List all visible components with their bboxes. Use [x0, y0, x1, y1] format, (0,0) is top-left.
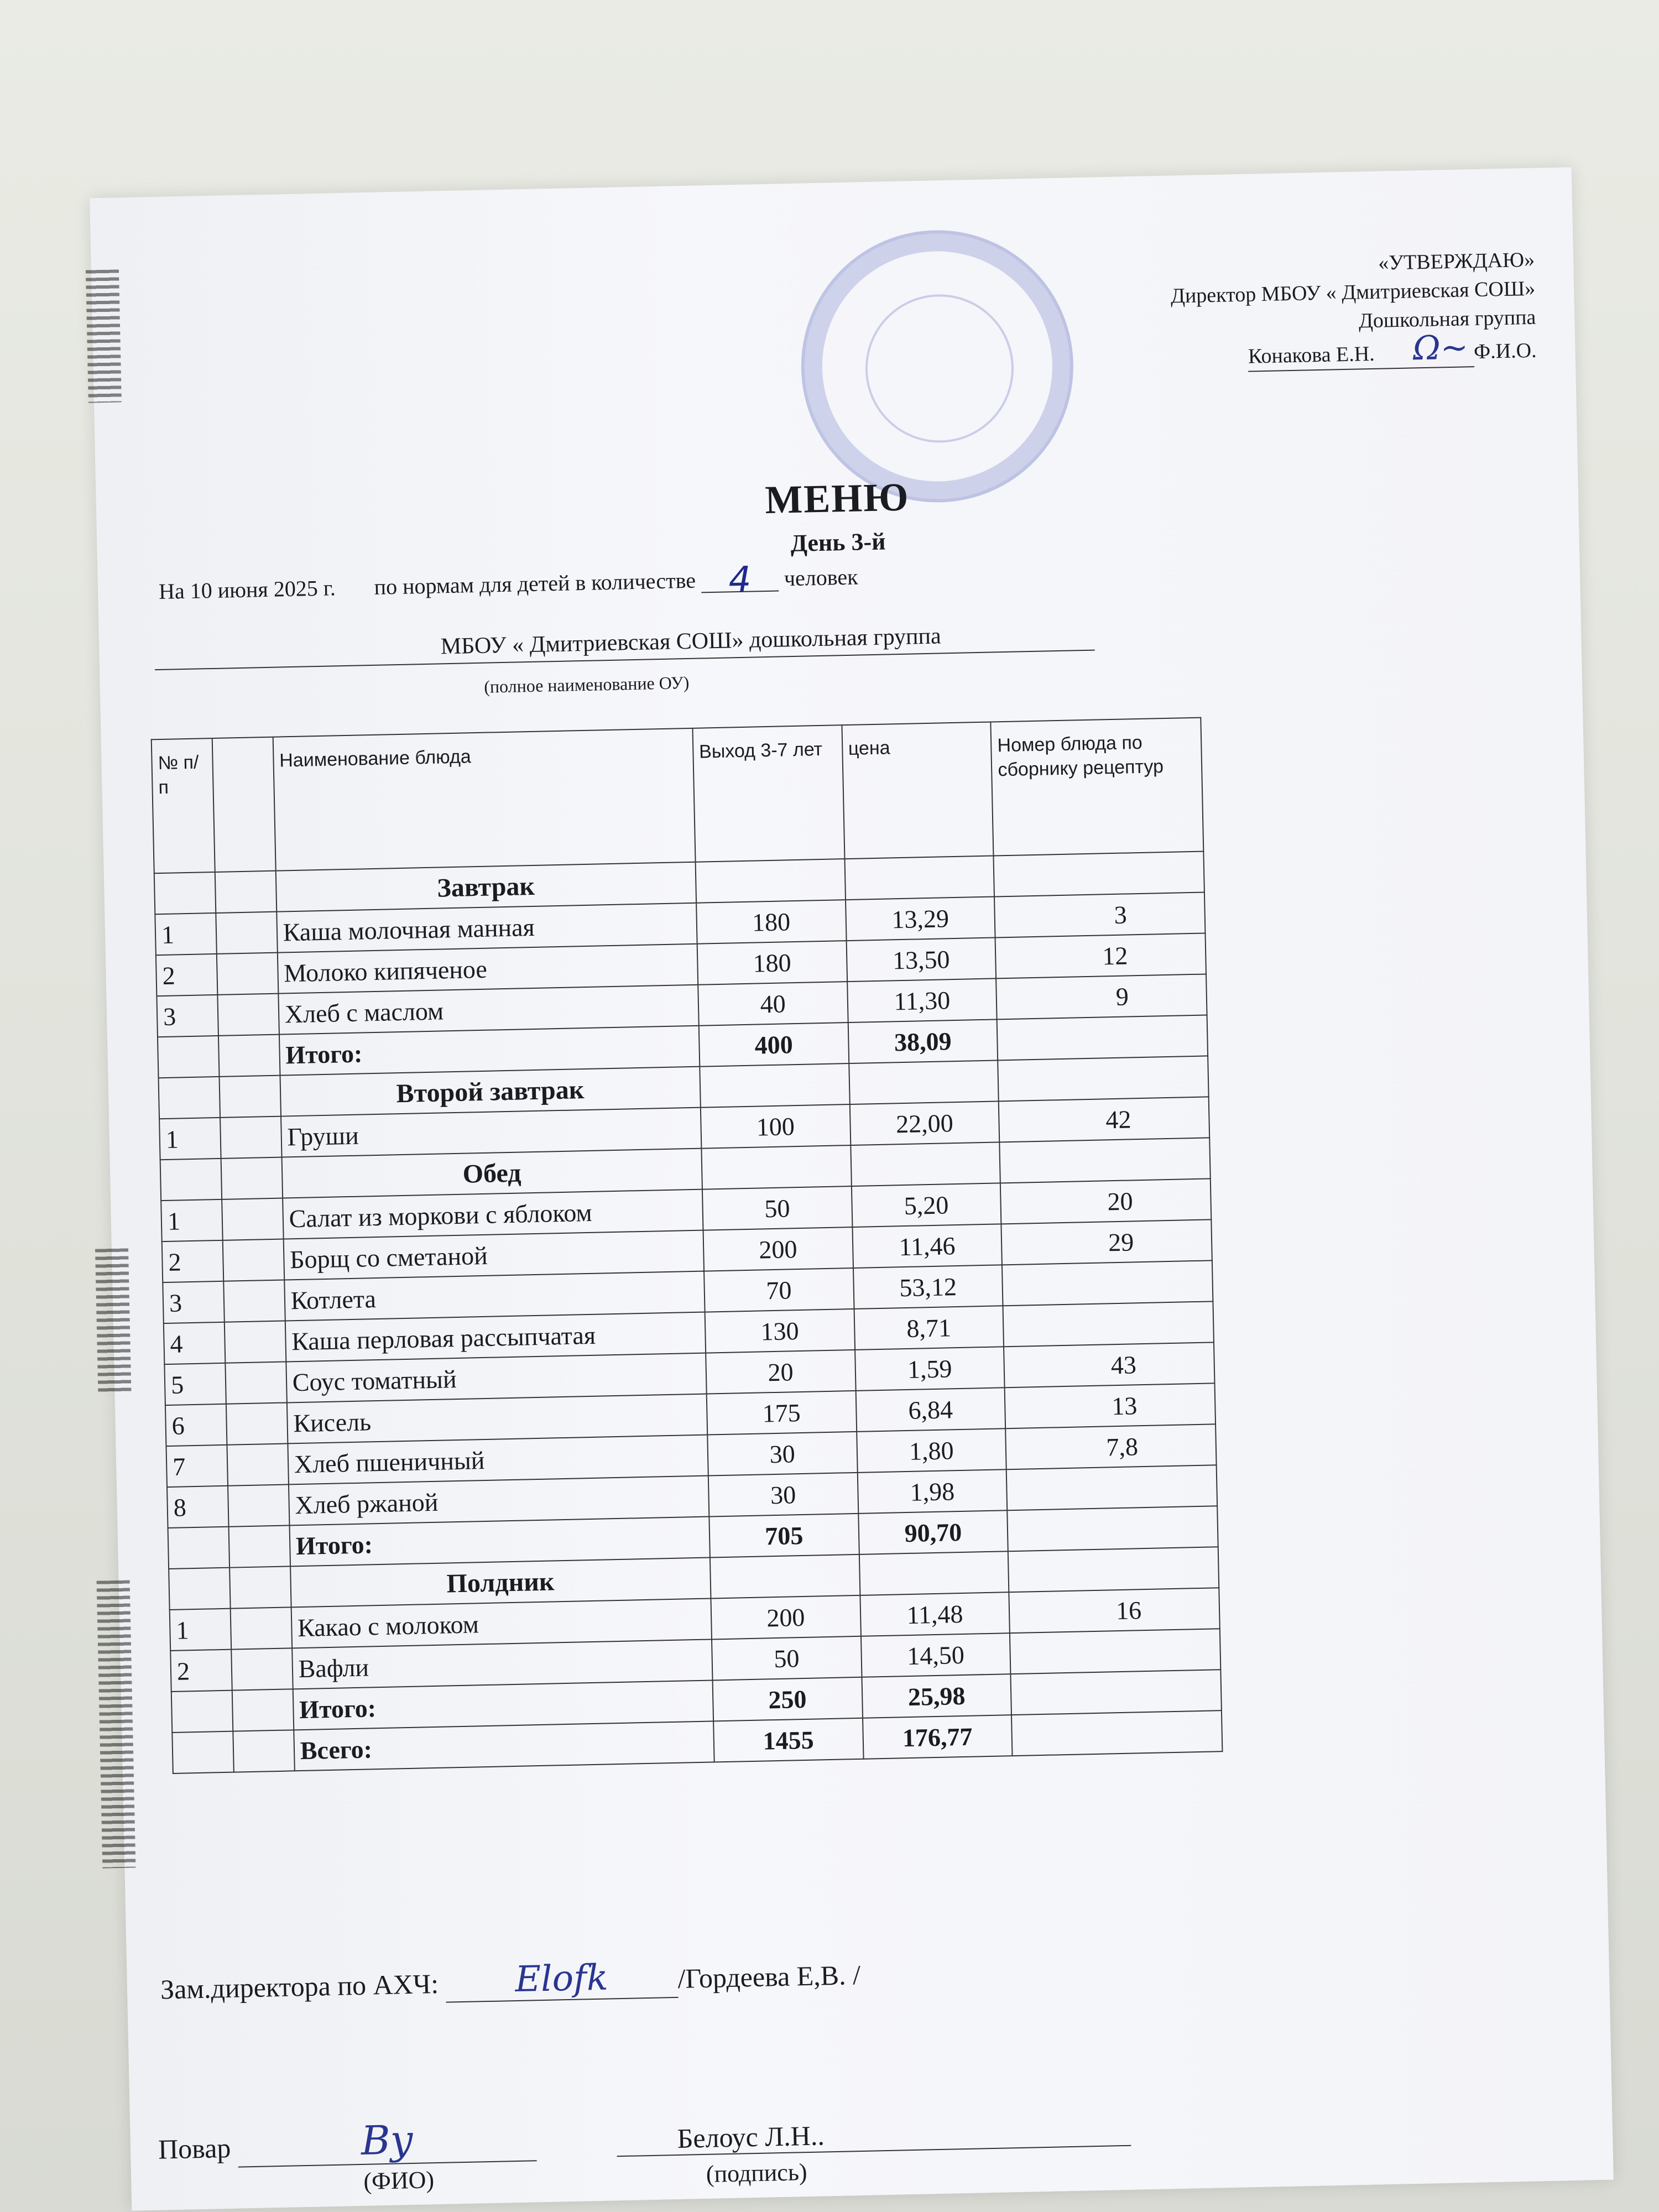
cell-recipe — [1008, 1547, 1219, 1592]
cell-num: 1 — [155, 913, 216, 955]
cell-blank — [228, 1484, 289, 1526]
dish-name: Салат из моркови с яблоком — [283, 1190, 703, 1239]
dish-name: Борщ со сметаной — [283, 1230, 703, 1280]
deputy-name: /Гордеева Е,В. / — [677, 1959, 861, 1994]
dish-price: 5,20 — [851, 1183, 1001, 1227]
cell-blank — [223, 1239, 284, 1281]
dish-output: 40 — [698, 982, 848, 1026]
cell-blank — [219, 1076, 280, 1118]
director-signature: Ω~ — [1412, 328, 1469, 368]
cell-blank — [231, 1607, 292, 1649]
scan-artifact — [86, 269, 122, 403]
cell-num: 1 — [159, 1118, 221, 1160]
norms-text: по нормам для детей в количестве — [374, 567, 696, 599]
cell-num: 3 — [156, 995, 218, 1037]
dish-name: Хлеб с маслом — [278, 985, 698, 1035]
dish-price: 1,98 — [857, 1469, 1007, 1514]
section-title: Обед — [281, 1149, 702, 1198]
cell-price — [849, 1060, 999, 1104]
dish-recipe — [1010, 1629, 1220, 1674]
dish-price: 22,00 — [849, 1101, 999, 1145]
menu-table — [151, 717, 1223, 1774]
cell-num — [169, 1568, 230, 1610]
header-price: цена — [842, 722, 994, 859]
cell-blank — [233, 1730, 294, 1772]
cell-blank — [222, 1198, 283, 1240]
approval-fio-label: Ф.И.О. — [1473, 338, 1537, 364]
header-output: Выход 3-7 лет — [692, 725, 844, 862]
total-price: 90,70 — [858, 1510, 1008, 1554]
dish-recipe: 29 — [1001, 1219, 1212, 1265]
cell-num — [160, 1159, 222, 1201]
total-label: Итого: — [289, 1517, 709, 1567]
dish-name: Соус томатный — [286, 1353, 706, 1403]
dish-price: 14,50 — [860, 1633, 1010, 1677]
cook-label: Повар — [158, 2132, 231, 2165]
total-label: Итого: — [279, 1026, 700, 1076]
approval-position: Директор МБОУ « Дмитриевская СОШ» — [1170, 276, 1536, 308]
total-price: 25,98 — [862, 1674, 1011, 1718]
menu-body — [154, 852, 1223, 1773]
cell-num: 2 — [162, 1240, 223, 1282]
dish-output: 50 — [702, 1186, 852, 1230]
dish-recipe — [1002, 1260, 1213, 1306]
header-name: Наименование блюда — [273, 728, 695, 871]
scan-artifact — [97, 1580, 136, 1868]
cell-num: 2 — [170, 1650, 232, 1692]
dish-price: 13,29 — [846, 896, 995, 941]
dish-recipe: 43 — [1004, 1342, 1214, 1387]
cell-blank — [216, 912, 277, 954]
cell-blank — [225, 1321, 286, 1363]
section-title: Завтрак — [275, 862, 696, 912]
cell-blank — [221, 1157, 282, 1199]
total-output: 250 — [712, 1677, 862, 1721]
cell-blank — [223, 1280, 285, 1322]
deputy-label: Зам.директора по АХЧ: — [160, 1968, 439, 2005]
cell-price — [851, 1142, 1000, 1186]
dish-name: Котлета — [284, 1271, 705, 1321]
cell-num — [171, 1691, 233, 1733]
dish-price: 1,80 — [857, 1428, 1006, 1473]
cell-output — [701, 1145, 851, 1190]
dish-output: 180 — [697, 941, 847, 985]
header-blank — [212, 737, 276, 872]
fio-caption: (ФИО) — [363, 2166, 435, 2195]
dish-output: 200 — [703, 1227, 853, 1271]
approval-heading: «УТВЕРЖДАЮ» — [1378, 248, 1535, 275]
count-suffix: человек — [784, 564, 859, 591]
cell-blank — [225, 1361, 286, 1404]
cell-blank — [220, 1117, 281, 1159]
dish-price: 13,50 — [846, 937, 996, 982]
deputy-signature: Elofk — [445, 1956, 678, 2003]
approval-name: Конакова Е.Н. — [1248, 342, 1375, 368]
dish-recipe — [1003, 1301, 1214, 1347]
dish-output: 200 — [711, 1595, 860, 1640]
dish-name: Кисель — [287, 1394, 707, 1444]
dish-output: 100 — [701, 1104, 851, 1149]
section-title: Второй завтрак — [280, 1067, 700, 1117]
total-label: Итого: — [293, 1680, 713, 1730]
dish-price: 11,30 — [847, 978, 997, 1022]
cell-recipe — [998, 1056, 1208, 1101]
dish-name: Каша перловая рассыпчатая — [285, 1312, 705, 1362]
organization-text: МБОУ « Дмитриевская СОШ» дошкольная группа — [440, 623, 942, 660]
cell-recipe — [994, 852, 1204, 897]
cell-num: 3 — [163, 1281, 224, 1323]
section-title: Полдник — [290, 1558, 711, 1608]
dish-price: 53,12 — [853, 1265, 1003, 1309]
total-output: 705 — [709, 1514, 859, 1558]
cell-blank — [229, 1566, 291, 1608]
cook-name: Белоус Л.Н.. — [677, 2120, 825, 2154]
page-title: МЕНЮ — [764, 474, 910, 522]
dish-recipe: 7,8 — [1005, 1424, 1216, 1469]
approval-block — [982, 246, 1537, 378]
total-price: 176,77 — [863, 1715, 1013, 1759]
dish-recipe: 3 — [994, 893, 1205, 938]
document-sheet — [90, 167, 1614, 2210]
dish-name: Каша молочная манная — [276, 903, 697, 953]
cell-blank — [231, 1648, 293, 1690]
cell-num: 8 — [167, 1486, 228, 1528]
header-num: № п/п — [152, 738, 215, 873]
total-price: 38,09 — [848, 1019, 998, 1063]
cell-num: 5 — [164, 1363, 226, 1405]
dish-price: 8,71 — [854, 1306, 1004, 1350]
cell-recipe — [997, 1015, 1208, 1060]
deputy-signature-line — [160, 1952, 860, 2008]
cook-signature-line — [158, 2101, 1131, 2169]
cell-recipe — [1008, 1506, 1218, 1551]
dish-output: 180 — [696, 900, 846, 944]
dish-output: 175 — [707, 1391, 857, 1435]
cell-recipe — [1000, 1138, 1211, 1183]
cell-num: 7 — [166, 1445, 227, 1487]
cell-blank — [227, 1443, 288, 1485]
dish-recipe: 16 — [1009, 1588, 1220, 1633]
cell-recipe — [1011, 1710, 1222, 1756]
dish-output: 30 — [707, 1432, 857, 1476]
dish-recipe: 20 — [1000, 1178, 1211, 1224]
date-prefix: На 10 июня 2025 г. — [158, 575, 336, 604]
dish-name: Молоко кипяченое — [278, 944, 698, 994]
dish-recipe: 42 — [999, 1097, 1209, 1142]
dish-recipe: 9 — [996, 974, 1207, 1019]
cell-num: 2 — [156, 954, 217, 996]
cell-num — [159, 1077, 220, 1119]
date-line — [158, 559, 859, 604]
cell-blank — [217, 953, 278, 995]
approval-unit: Дошкольная группа — [1358, 305, 1536, 333]
cell-blank — [226, 1402, 288, 1444]
cell-num — [168, 1527, 229, 1569]
cell-num — [158, 1036, 219, 1078]
cell-blank — [217, 994, 279, 1036]
cell-num: 1 — [161, 1199, 222, 1241]
cell-price — [844, 855, 994, 900]
total-output: 400 — [699, 1022, 849, 1067]
children-count: 4 — [701, 568, 779, 593]
dish-recipe — [1006, 1465, 1217, 1510]
dish-output: 20 — [706, 1350, 855, 1394]
cell-output — [695, 859, 845, 903]
total-label: Всего: — [294, 1721, 714, 1771]
cell-num: 4 — [164, 1322, 225, 1364]
dish-output: 130 — [705, 1309, 854, 1353]
dish-price: 11,48 — [860, 1592, 1010, 1636]
cell-num: 1 — [170, 1609, 231, 1651]
dish-price: 1,59 — [855, 1347, 1005, 1391]
cell-blank — [232, 1689, 294, 1731]
organization-name — [154, 620, 1095, 671]
header-recipe: Номер блюда по сборнику рецептур — [991, 718, 1204, 856]
dish-price: 6,84 — [855, 1387, 1005, 1432]
cook-signature: By — [237, 2114, 537, 2167]
organization-hint: (полное наименование ОУ) — [483, 672, 690, 697]
dish-price: 11,46 — [852, 1224, 1002, 1268]
menu-day: День 3-й — [790, 528, 886, 557]
cook-name-field — [616, 2113, 1131, 2157]
cell-blank — [218, 1035, 280, 1077]
dish-output: 30 — [708, 1473, 858, 1517]
total-output: 1455 — [713, 1718, 863, 1762]
dish-output: 50 — [712, 1636, 862, 1681]
scan-artifact — [95, 1248, 131, 1392]
dish-name: Хлеб ржаной — [289, 1476, 709, 1526]
dish-recipe: 13 — [1005, 1383, 1215, 1428]
dish-name: Груши — [281, 1108, 701, 1157]
cell-output — [700, 1063, 849, 1108]
dish-output: 70 — [704, 1268, 854, 1312]
cell-output — [710, 1554, 860, 1599]
cell-recipe — [1011, 1670, 1222, 1715]
cell-num — [154, 872, 216, 914]
cell-blank — [228, 1525, 290, 1567]
dish-name: Хлеб пшеничный — [288, 1435, 708, 1485]
sign-caption: (подпись) — [706, 2158, 808, 2188]
cell-num: 6 — [165, 1404, 227, 1446]
table-header — [152, 718, 1204, 874]
cell-price — [859, 1551, 1009, 1595]
dish-name: Какао с молоком — [291, 1598, 711, 1648]
cell-num — [172, 1731, 233, 1773]
dish-name: Вафли — [292, 1639, 712, 1689]
dish-recipe: 12 — [995, 933, 1206, 979]
cell-blank — [215, 871, 276, 913]
